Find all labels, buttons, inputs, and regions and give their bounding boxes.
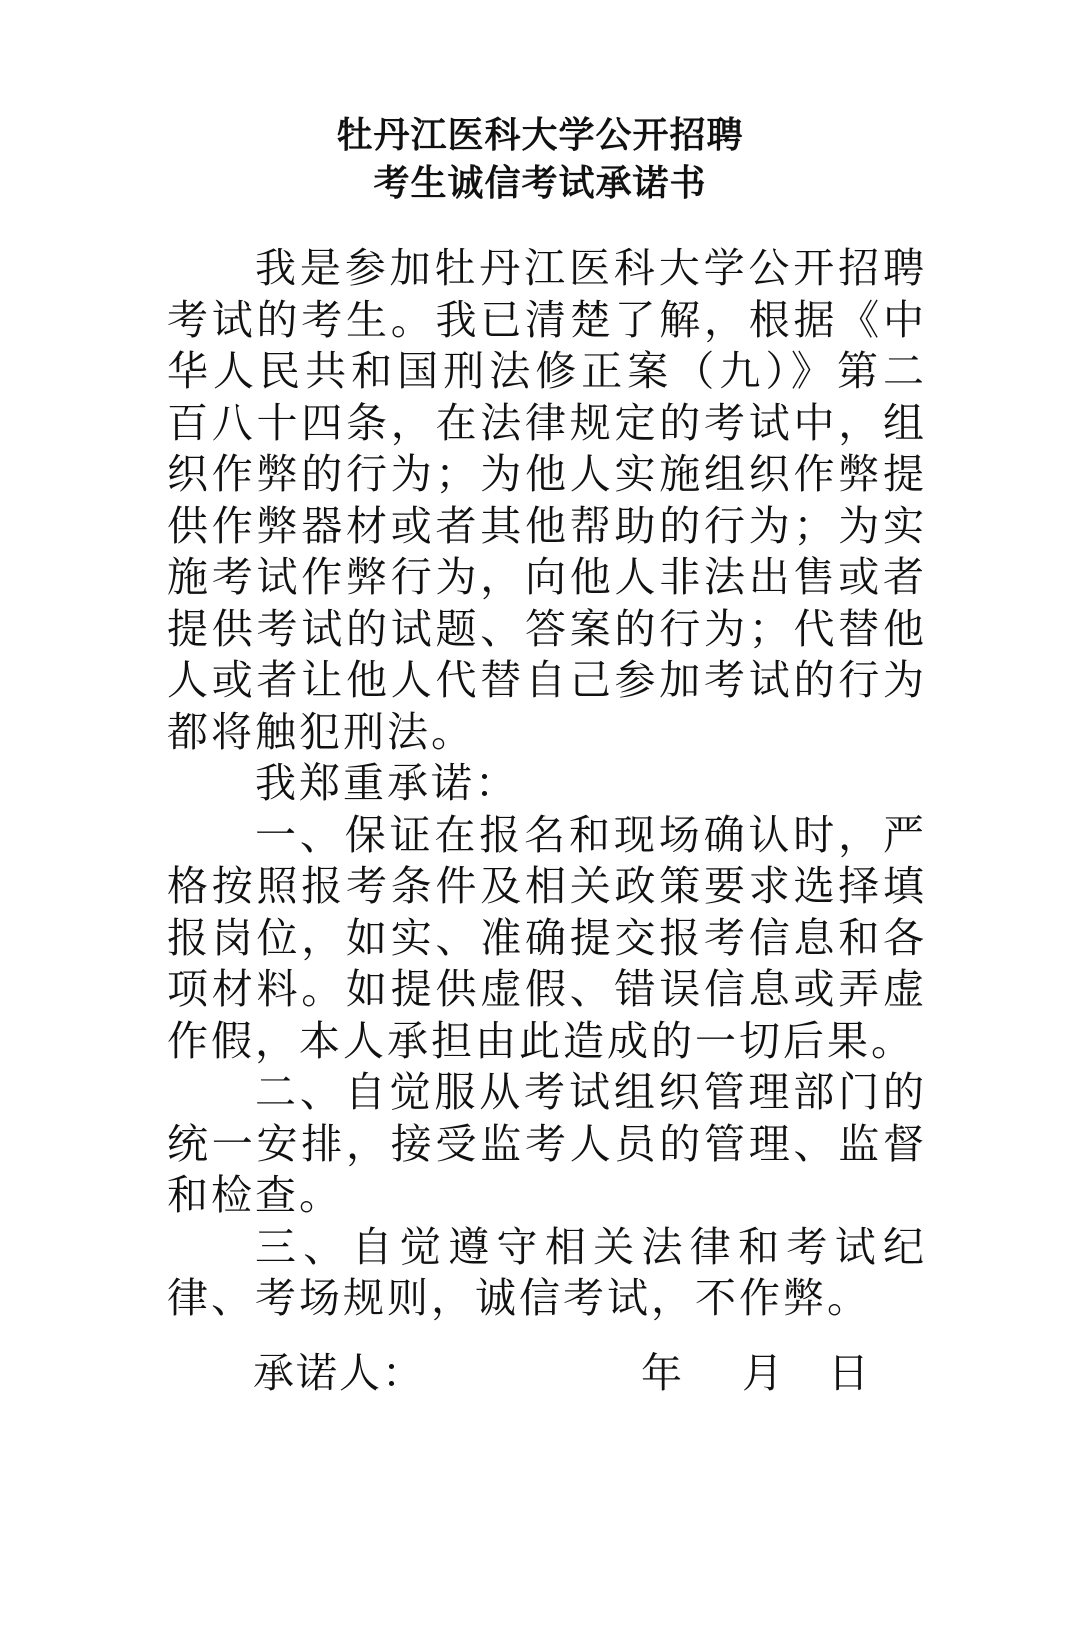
signature-month: 月 <box>742 1349 785 1397</box>
document-body <box>167 243 927 1325</box>
document-title <box>0 112 1080 208</box>
signature-day: 日 <box>828 1349 871 1397</box>
pledge-item-1: 一、保证在报名和现场确认时，严格按照报考条件及相关政策要求选择填报岗位，如实、准确提交报考信息和各项材料。如提供虚假、错误信息或弄虚作假，本人承担由此造成的一切后果。 <box>167 810 927 1065</box>
title-line-2: 考生诚信考试承诺书 <box>373 163 707 204</box>
signature-label: 承诺人： <box>253 1349 425 1397</box>
intro-paragraph: 我是参加牡丹江医科大学公开招聘考试的考生。我已清楚了解，根据《中华人民共和国刑法修正案（九）》第二百八十四条，在法律规定的考试中，组织作弊的行为；为他人实施组织作弊提供作弊器材或者其他帮助的行为；为实施考试作弊行为，向他人非法出售或者提供考试的试题、答案的行为；代替他人或者让他人代替自己参加考试的行为都将触犯刑法。 <box>167 244 927 756</box>
signature-year: 年 <box>641 1349 684 1397</box>
pledge-item-2: 二、自觉服从考试组织管理部门的统一安排，接受监考人员的管理、监督和检查。 <box>167 1068 927 1219</box>
title-line-1: 牡丹江医科大学公开招聘 <box>336 115 744 156</box>
pledge-heading: 我郑重承诺： <box>255 759 519 807</box>
pledge-item-3: 三、自觉遵守相关法律和考试纪律、考场规则，诚信考试，不作弊。 <box>167 1222 927 1322</box>
